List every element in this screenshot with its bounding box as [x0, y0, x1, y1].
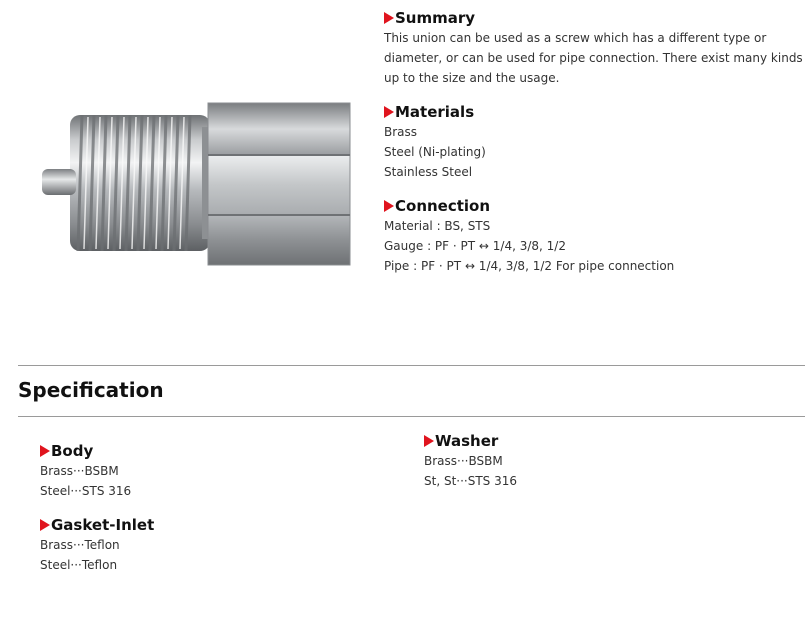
washer-item: Brass···BSBM: [424, 454, 503, 468]
summary-section: [384, 8, 806, 88]
body-item: Steel···STS 316: [40, 484, 132, 498]
product-image: [30, 85, 360, 285]
connection-title: Connection: [395, 197, 491, 215]
divider-top: [18, 365, 805, 366]
materials-item: Steel (Ni-plating): [384, 145, 486, 159]
divider-bottom: [18, 416, 805, 417]
summary-heading: [384, 8, 806, 28]
connection-item: Pipe : PF · PT ↔ 1/4, 3/8, 1/2 For pipe connection: [384, 259, 675, 273]
red-triangle-icon: [384, 12, 394, 24]
red-triangle-icon: [40, 445, 50, 457]
materials-item: Stainless Steel: [384, 165, 473, 179]
summary-text: This union can be used as a screw which has a different type or diameter, or can be used for pipe connection. There exist many kinds up to the size and the usage.: [384, 31, 803, 85]
red-triangle-icon: [40, 519, 50, 531]
gasket-item: Steel···Teflon: [40, 558, 118, 572]
gasket-section: [40, 515, 154, 575]
washer-section: [424, 431, 517, 491]
materials-title: Materials: [395, 103, 475, 121]
washer-item: St, St···STS 316: [424, 474, 517, 488]
body-title: Body: [51, 442, 94, 460]
red-triangle-icon: [384, 200, 394, 212]
specification-heading: Specification: [18, 378, 164, 402]
materials-section: [384, 102, 486, 182]
red-triangle-icon: [384, 106, 394, 118]
body-item: Brass···BSBM: [40, 464, 119, 478]
connection-item: Gauge : PF · PT ↔ 1/4, 3/8, 1/2: [384, 239, 566, 253]
connection-item: Material : BS, STS: [384, 219, 491, 233]
materials-heading: [384, 102, 486, 122]
connection-heading: [384, 196, 674, 216]
red-triangle-icon: [424, 435, 434, 447]
materials-item: Brass: [384, 125, 418, 139]
gasket-item: Brass···Teflon: [40, 538, 120, 552]
summary-title: Summary: [395, 9, 476, 27]
washer-heading: [424, 431, 517, 451]
washer-title: Washer: [435, 432, 499, 450]
connection-section: [384, 196, 674, 276]
gasket-title: Gasket-Inlet: [51, 516, 155, 534]
body-heading: [40, 441, 131, 461]
body-section: [40, 441, 131, 501]
gasket-heading: [40, 515, 154, 535]
